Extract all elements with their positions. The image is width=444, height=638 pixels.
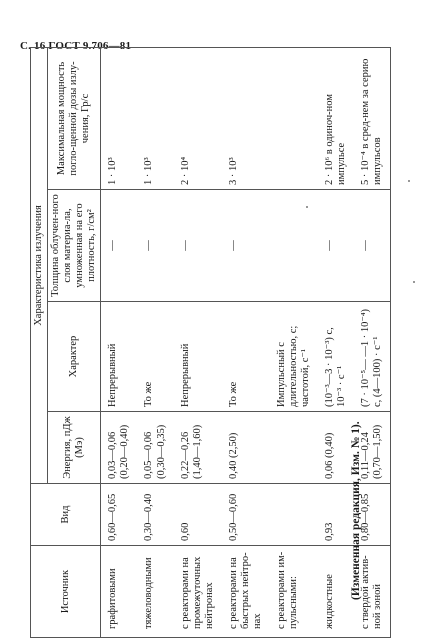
cell-source: тяжеловодными xyxy=(137,546,173,638)
col-header-energy: Энергия, пДж (Мэ) xyxy=(48,412,101,484)
cell-thickness: — xyxy=(137,190,173,302)
page-title: С. 16 ГОСТ 9.706—81 xyxy=(20,40,132,52)
cell-max-power: 5 · 10⁻⁴ в сред-нем за серию импульсов xyxy=(354,47,391,189)
cell-kind: 0,80—0,85 xyxy=(354,484,391,546)
cell-source: жидкостные xyxy=(318,546,354,638)
cell-kind: 0,30—0,40 xyxy=(137,484,173,546)
scan-speck xyxy=(408,180,410,182)
cell-max-power: 1 · 10³ xyxy=(101,47,138,189)
cell-source: с твердой актив-ной зоной xyxy=(354,546,391,638)
cell-max-power: 2 · 10⁴ xyxy=(174,47,222,189)
col-header-character: Характер xyxy=(48,302,101,412)
cell-thickness xyxy=(270,190,318,302)
table-row xyxy=(174,47,222,637)
col-header-source: Источник xyxy=(31,546,101,638)
cell-thickness: — xyxy=(101,190,138,302)
cell-max-power: 3 · 10³ xyxy=(222,47,270,189)
cell-character: Импульсный с длительностью, с; частотой, с⁻¹ xyxy=(270,302,318,412)
cell-energy: 0,11—0,24 (0,70—1,50) xyxy=(354,412,391,484)
cell-source: с реакторами на промежуточных нейтронах xyxy=(174,546,222,638)
radiation-characteristics-table xyxy=(30,47,391,638)
cell-energy: 0,03—0,06 (0,20—0,40) xyxy=(101,412,138,484)
table-row xyxy=(318,47,354,637)
cell-kind: 0,60 xyxy=(174,484,222,546)
cell-source: с реакторами им-пульсными: xyxy=(270,546,318,638)
col-header-thickness: Толщина облучен-ного слоя материа-ла, умноженная на его плотность, г/см² xyxy=(48,190,101,302)
cell-character: То же xyxy=(222,302,270,412)
scan-speck xyxy=(413,281,415,283)
cell-max-power: 2 · 10⁶ в одиноч-ном импульсе xyxy=(318,47,354,189)
cell-energy: 0,05—0,06 (0,30—0,35) xyxy=(137,412,173,484)
table-row xyxy=(222,47,270,637)
cell-character: (10⁻³—3 · 10⁻³) с, 10⁻³ · с⁻¹ xyxy=(318,302,354,412)
cell-energy xyxy=(270,412,318,484)
scan-speck xyxy=(306,206,308,208)
cell-source: графитовыми xyxy=(101,546,138,638)
cell-energy: 0,22—0,26 (1,40—1,60) xyxy=(174,412,222,484)
cell-energy: 0,40 (2,50) xyxy=(222,412,270,484)
cell-character: Непрерывный xyxy=(101,302,138,412)
cell-kind: 0,93 xyxy=(318,484,354,546)
cell-character: То же xyxy=(137,302,173,412)
cell-max-power xyxy=(270,47,318,189)
table-row xyxy=(101,47,138,637)
table-row xyxy=(270,47,318,637)
cell-thickness: — xyxy=(222,190,270,302)
cell-kind: 0,50—0,60 xyxy=(222,484,270,546)
cell-max-power: 1 · 10³ xyxy=(137,47,173,189)
col-header-kind: Вид xyxy=(31,484,101,546)
cell-thickness: — xyxy=(174,190,222,302)
amendment-note: (Измененная редакция, Изм. № 1). xyxy=(350,421,362,600)
cell-character: Непрерывный xyxy=(174,302,222,412)
table-row xyxy=(137,47,173,637)
col-group-header: Характеристика излучения xyxy=(31,47,48,483)
cell-kind: 0,60—0,65 xyxy=(101,484,138,546)
cell-thickness: — xyxy=(354,190,391,302)
rotated-table-container xyxy=(30,48,440,638)
col-header-max-power: Максимальная мощность погло-щенной дозы излу-чения, Гр/с xyxy=(48,47,101,189)
cell-kind xyxy=(270,484,318,546)
cell-thickness: — xyxy=(318,190,354,302)
cell-energy: 0,06 (0,40) xyxy=(318,412,354,484)
cell-character: (7 · 10⁻⁵— —1 · 10⁻⁴) с, (4—100) · с⁻¹ xyxy=(354,302,391,412)
cell-source: с реакторами на быстрых нейтро-нах xyxy=(222,546,270,638)
